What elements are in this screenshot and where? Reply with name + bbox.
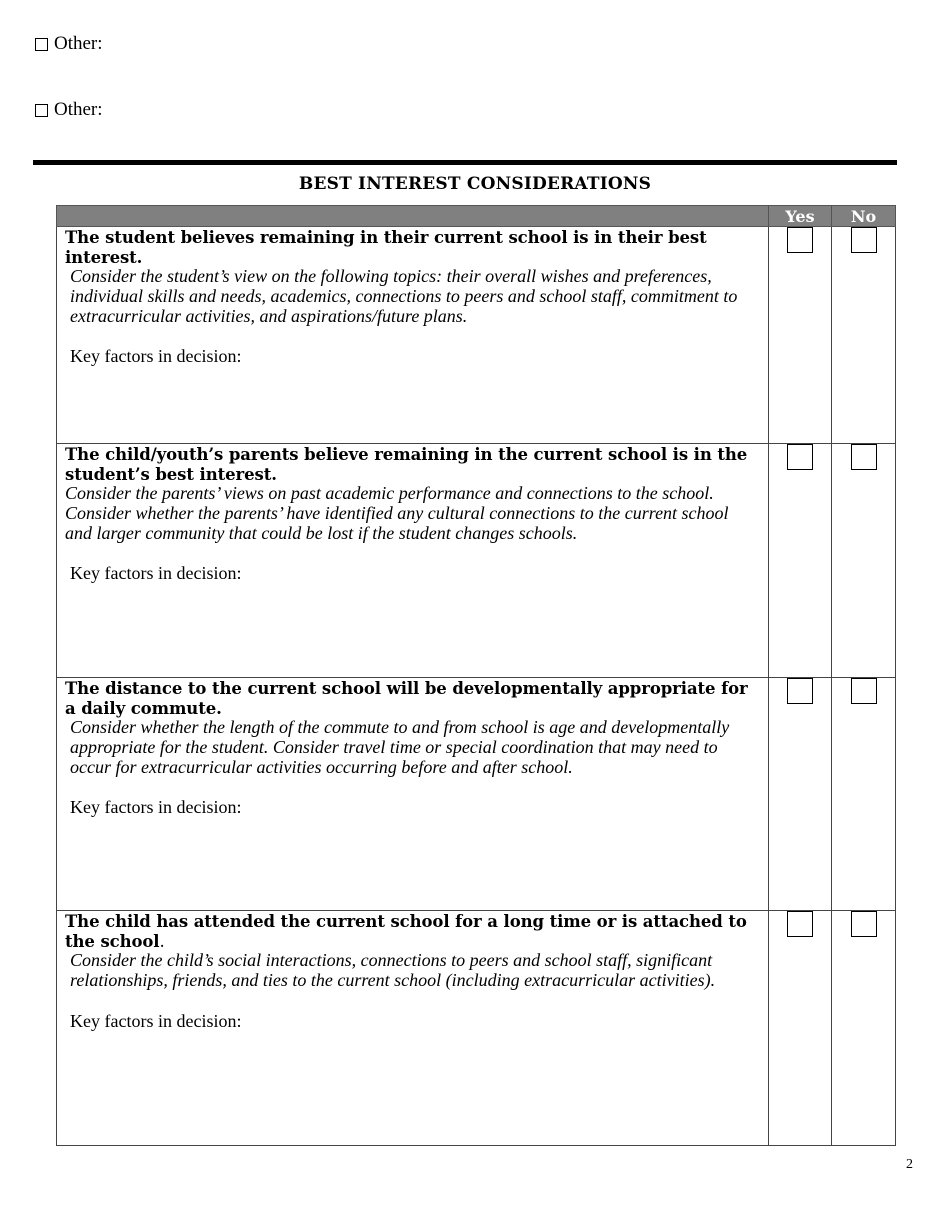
yes-cell xyxy=(769,911,832,1146)
yes-checkbox[interactable] xyxy=(787,911,813,937)
no-cell xyxy=(832,444,896,678)
table-row xyxy=(57,911,896,1146)
yes-cell xyxy=(769,444,832,678)
no-column-header: No xyxy=(832,206,896,227)
yes-checkbox[interactable] xyxy=(787,444,813,470)
page-number: 2 xyxy=(906,1157,913,1172)
table-row xyxy=(57,227,896,444)
no-checkbox[interactable] xyxy=(851,678,877,704)
consideration-heading: The student believes remaining in their current school is in their best interest. xyxy=(65,228,707,267)
key-factors-label[interactable]: Key factors in decision: xyxy=(70,1010,242,1031)
consideration-heading: The distance to the current school will be developmentally appropriate for a daily commute. xyxy=(65,679,748,718)
consideration-heading: The child/youth’s parents believe remaining in the current school is in the student’s best interest. xyxy=(65,445,748,484)
yes-column-header: Yes xyxy=(769,206,832,227)
consideration-guidance: Consider the student’s view on the following topics: their overall wishes and preferences, individual skills and needs, academics, connections to peers and school staff, commitment to extracurricular activities, and aspirations/future plans. xyxy=(70,266,738,326)
section-title: BEST INTEREST CONSIDERATIONS xyxy=(298,174,652,194)
yes-cell xyxy=(769,678,832,911)
best-interest-table xyxy=(56,205,896,1146)
other-option-1[interactable] xyxy=(35,33,103,55)
key-factors-label[interactable]: Key factors in decision: xyxy=(70,563,242,584)
consideration-cell xyxy=(57,678,769,911)
section-divider xyxy=(33,160,897,165)
no-cell xyxy=(832,227,896,444)
yes-cell xyxy=(769,227,832,444)
key-factors-label[interactable]: Key factors in decision: xyxy=(70,797,242,818)
other-label: Other: xyxy=(54,33,103,54)
table-row xyxy=(57,444,896,678)
consideration-heading: The child has attended the current school for a long time or is attached to the school. xyxy=(65,912,747,951)
other-option-2[interactable] xyxy=(35,99,103,121)
other-checkbox-icon[interactable] xyxy=(35,38,48,51)
table-header-row xyxy=(57,206,896,227)
consideration-cell xyxy=(57,911,769,1146)
no-cell xyxy=(832,678,896,911)
key-factors-label[interactable]: Key factors in decision: xyxy=(70,346,242,367)
table-row xyxy=(57,678,896,911)
consideration-guidance: Consider whether the length of the commute to and from school is age and developmentally appropriate for the student. Consider travel time or special coordination that may need to occur for extracurricular activities occurring before and after school. xyxy=(70,717,730,777)
no-checkbox[interactable] xyxy=(851,911,877,937)
description-column-header xyxy=(57,206,769,227)
other-label: Other: xyxy=(54,99,103,120)
consideration-guidance: Consider the child’s social interactions, connections to peers and school staff, significant relationships, friends, and ties to the current school (including extracurricular activities). xyxy=(70,950,716,990)
other-checkbox-icon[interactable] xyxy=(35,104,48,117)
no-checkbox[interactable] xyxy=(851,227,877,253)
yes-checkbox[interactable] xyxy=(787,227,813,253)
consideration-cell xyxy=(57,227,769,444)
yes-checkbox[interactable] xyxy=(787,678,813,704)
consideration-guidance: Consider the parents’ views on past academic performance and connections to the school. Consider whether the parents’ have identified any cultural connections to the current school and larger community that could be lost if the student changes schools. xyxy=(65,483,729,543)
no-checkbox[interactable] xyxy=(851,444,877,470)
no-cell xyxy=(832,911,896,1146)
consideration-cell xyxy=(57,444,769,678)
